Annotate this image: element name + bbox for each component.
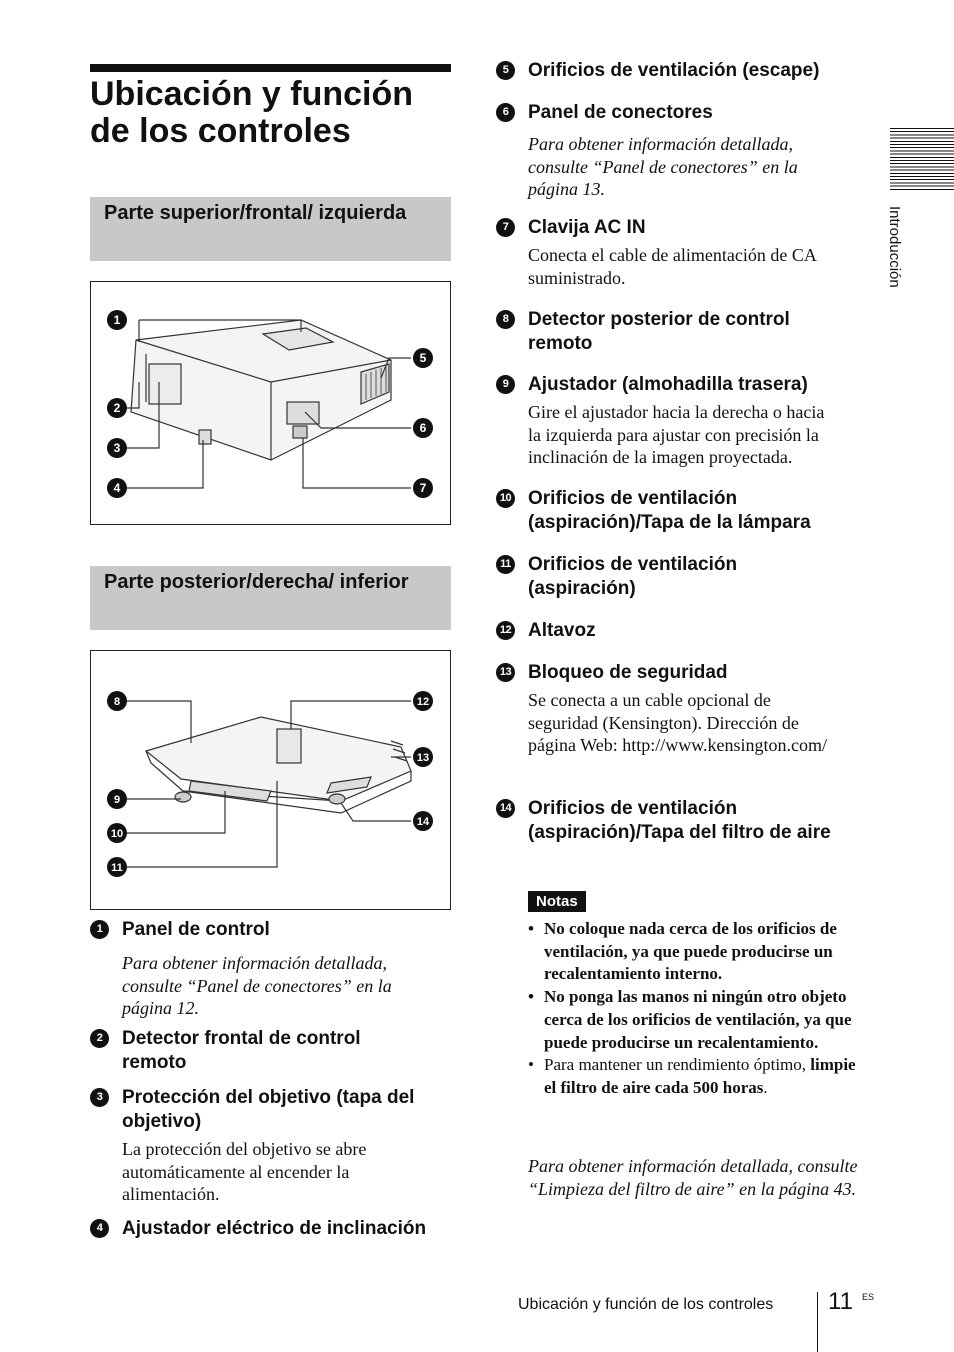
item-label: Panel de control [122,919,270,940]
figure-rear-view [90,650,451,910]
item-number: 1 [90,920,109,939]
item-label: Clavija AC IN [528,217,646,238]
item-description: Se conecta a un cable opcional de seguridad (Kensington). Dirección de página Web: http://www.kensington.com/ [528,690,828,755]
notes-heading: Notas [528,891,586,912]
svg-text:6: 6 [419,421,427,435]
item-5 [496,59,866,83]
svg-text:12: 12 [416,696,430,708]
item-6 [496,101,836,201]
item-number: 9 [496,375,515,394]
item-label: Protección del objetivo (tapa del objetivo) [122,1087,415,1132]
item-number: 6 [496,103,515,122]
item-number: 8 [496,310,515,329]
svg-text:11: 11 [111,862,123,874]
item-label: Altavoz [528,620,596,641]
page-number: 11 [828,1288,853,1315]
item-9 [496,373,836,469]
svg-text:5: 5 [419,351,427,365]
item-label: Bloqueo de seguridad [528,662,728,683]
item-label: Orificios de ventilación (escape) [528,60,820,81]
item-12 [496,619,836,643]
note-item: • No coloque nada cerca de los orificios de ventilación, ya que puede producirse un recalentamiento interno. [528,918,858,986]
note-item: • No ponga las manos ni ningún otro objeto cerca de los orificios de ventilación, ya que puede producirse un recalentamiento. [528,986,858,1054]
item-label: Ajustador (almohadilla trasera) [528,374,808,395]
item-number: 12 [496,621,515,640]
item-number: 2 [90,1029,109,1048]
side-tab-lines [890,128,954,192]
svg-text:10: 10 [110,828,124,840]
note-text-end: . [763,1077,768,1097]
item-description: Gire el ajustador hacia la derecha o hacia la izquierda para ajustar con precisión la inclinación de la imagen proyectada. [528,402,825,467]
item-label: Panel de conectores [528,102,713,123]
svg-text:7: 7 [419,481,427,495]
notes-reference: Para obtener información detallada, consulte “Limpieza del filtro de aire” en la página 43. [528,1156,858,1199]
item-2 [90,1027,430,1075]
item-number: 5 [496,61,515,80]
item-4 [90,1217,430,1241]
section-heading-rear: Parte posterior/derecha/ inferior [90,566,451,630]
item-description: Para obtener información detallada, consulte “Panel de conectores” en la página 13. [528,134,798,199]
projector-rear-illustration [91,651,450,909]
note-emphasis: limpie el filtro de aire cada 500 horas [544,1055,856,1097]
item-7 [496,216,836,289]
item-10 [496,487,866,535]
side-section-label: Introducción [886,206,903,288]
page-title: Ubicación y función de los controles [90,75,414,150]
item-number: 10 [496,489,515,508]
svg-text:3: 3 [113,441,121,455]
item-13 [496,661,836,757]
title-rule [90,64,451,72]
footer-divider [817,1292,818,1352]
item-label: Detector frontal de control remoto [122,1028,361,1073]
figure-front-view [90,281,451,525]
item-description: La protección del objetivo se abre automáticamente al encender la alimentación. [122,1139,367,1204]
svg-text:14: 14 [416,816,430,828]
item-number: 11 [496,555,515,574]
section-heading-front: Parte superior/frontal/ izquierda [90,197,451,261]
note-text: Para mantener un rendimiento óptimo, [544,1055,807,1075]
item-label: Ajustador eléctrico de inclinación [122,1218,427,1239]
projector-front-illustration [91,282,450,524]
svg-text:2: 2 [113,401,121,415]
item-description: Para obtener información detallada, consulte “Panel de conectores” en la página 12. [122,953,392,1018]
item-number: 4 [90,1219,109,1238]
item-number: 7 [496,218,515,237]
item-14 [496,797,836,845]
svg-text:9: 9 [113,794,121,806]
notes-list [528,918,858,1100]
svg-text:1: 1 [113,313,121,327]
svg-text:8: 8 [113,696,121,708]
note-item [528,1054,858,1099]
item-label: Orificios de ventilación (aspiración) [528,554,738,599]
item-number: 13 [496,663,515,682]
item-number: 14 [496,799,515,818]
page-language: ES [862,1292,875,1302]
item-number: 3 [90,1088,109,1107]
svg-text:13: 13 [416,752,430,764]
item-1 [90,918,430,1020]
svg-text:4: 4 [113,481,121,495]
item-label: Orificios de ventilación (aspiración)/Tapa de la lámpara [528,488,811,533]
item-label: Orificios de ventilación (aspiración)/Tapa del filtro de aire [528,798,831,843]
item-3 [90,1086,430,1206]
item-11 [496,553,836,601]
item-label: Detector posterior de control remoto [528,309,790,354]
item-8 [496,308,836,356]
footer-title: Ubicación y función de los controles [518,1296,774,1313]
item-description: Conecta el cable de alimentación de CA suministrado. [528,245,816,288]
